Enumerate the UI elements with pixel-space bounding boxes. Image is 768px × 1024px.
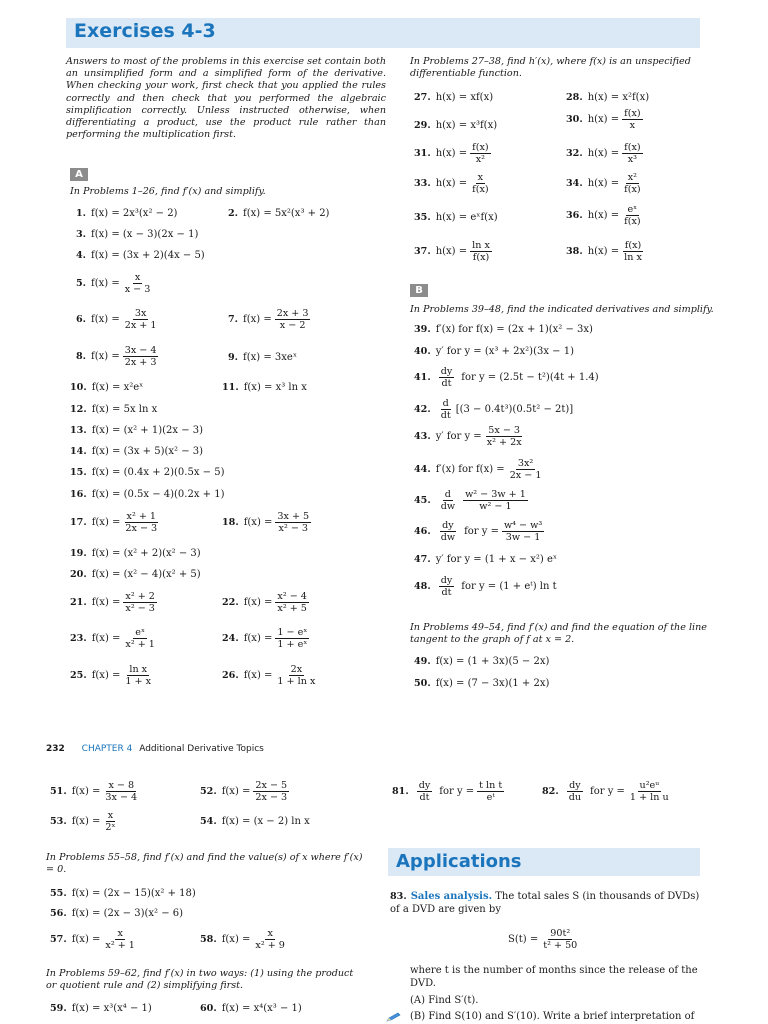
problem-expression: f(x) = 5x²(x³ + 2)	[243, 208, 330, 219]
problem-25	[70, 664, 156, 687]
page-footer	[46, 744, 264, 754]
problem-1	[76, 208, 177, 219]
problem-expression: f(x) = (x² + 2)(x² − 3)	[91, 548, 201, 559]
problem-expression: f(x) =	[243, 633, 273, 644]
problem-expression: for y =	[439, 786, 475, 797]
problem-expression: for y =	[590, 786, 625, 797]
problem-53	[50, 810, 121, 833]
problem-8	[76, 345, 161, 368]
problem-expression: y′ for y =	[435, 431, 482, 442]
problem-expression: f(x) = (7 − 3x)(1 + 2x)	[435, 678, 550, 689]
problem-45	[414, 489, 531, 512]
problem-59	[50, 1003, 152, 1014]
problem-expression: f(x) =	[221, 934, 251, 945]
problem-number: 2.	[228, 208, 239, 219]
problem-expression: f(x) = (x − 3)(2x − 1)	[91, 229, 199, 240]
problem-number: 57.	[50, 934, 67, 945]
fraction: $\frac{d}{dw}$	[440, 489, 456, 512]
problem-number: 39.	[414, 324, 431, 335]
fraction: $\frac{x}{\text{x² + 9}}$	[255, 928, 285, 951]
fraction: $\frac{\text{eˣ}}{\text{x² + 1}}$	[125, 627, 155, 650]
problem-expression: for y = (1 + eᵗ) ln t	[461, 581, 557, 592]
problem-expression: f(x) = (x − 2) ln x	[221, 816, 310, 827]
problem-expression: for y =	[464, 526, 499, 537]
fraction: $\frac{x}{\text{x² + 1}}$	[105, 928, 135, 951]
problem-expression: f(x) = 3xeˣ	[243, 352, 298, 363]
fraction: $\frac{2x - 5}{2x - 3}$	[255, 780, 288, 803]
problem-expression: y′ for y = (1 + x − x²) eˣ	[435, 554, 558, 565]
problem-49	[414, 656, 549, 667]
fraction: $\frac{\text{w² − 3w + 1}}{\text{w² − 1}}$	[465, 489, 526, 512]
problem-number: 8.	[76, 351, 87, 362]
problem-expression: f(x) = (3x + 2)(4x − 5)	[91, 250, 205, 261]
problem-31	[414, 142, 494, 165]
problem-16	[70, 489, 224, 500]
problem-expression: f(x) =	[71, 786, 101, 797]
fraction: $\frac{dy}{dw}$	[440, 520, 456, 543]
problem-expression: f(x) =	[71, 816, 101, 827]
problem-47	[414, 554, 557, 565]
problem-number: 45.	[414, 495, 431, 506]
problem-expression: f(x) =	[91, 517, 121, 528]
problem-expression: f′(x) for f(x) =	[435, 464, 505, 475]
problem-number: 53.	[50, 816, 67, 827]
instruction-59-62: In Problems 59–62, find f′(x) in two ways: (1) using the product or quotient rule and (2) simplifying first.	[46, 968, 354, 991]
problem-number: 81.	[392, 786, 409, 797]
problem-expression: f(x) =	[91, 633, 121, 644]
problem-60	[200, 1003, 302, 1014]
problem-34	[566, 172, 646, 195]
problem-number: 51.	[50, 786, 67, 797]
problem-number: 55.	[50, 888, 67, 899]
problem-number: 25.	[70, 670, 87, 681]
fraction: $\frac{3x}{2x + 1}$	[124, 308, 157, 331]
problem-expression: h(x) = eˣf(x)	[435, 212, 498, 223]
problem-21	[70, 591, 160, 614]
problem-55	[50, 888, 196, 899]
problem-number: 41.	[414, 372, 431, 383]
problem-40	[414, 346, 574, 357]
fraction: $\frac{f(x)}{x}$	[624, 108, 641, 131]
problem-4	[76, 250, 205, 261]
problem-number: 26.	[222, 670, 239, 681]
problem-expression: h(x) =	[435, 178, 468, 189]
problem-number: 5.	[76, 278, 87, 289]
problem-27	[414, 92, 493, 103]
problem-46	[414, 520, 547, 543]
problem-28	[566, 92, 649, 103]
problem-52	[200, 780, 292, 803]
problem-expression: f(x) = (2x − 3)(x² − 6)	[71, 908, 184, 919]
fraction: $\frac{2x + 3}{x - 2}$	[276, 308, 309, 331]
problem-expression: h(x) = xf(x)	[435, 92, 494, 103]
problem-number: 17.	[70, 517, 87, 528]
problem-number: 19.	[70, 548, 87, 559]
problem-expression: h(x) =	[587, 210, 620, 221]
problem-number: 44.	[414, 464, 431, 475]
chapter-title: Additional Derivative Topics	[139, 744, 264, 754]
page-number: 232	[46, 744, 65, 754]
problem-expression: f(x) =	[243, 597, 273, 608]
intro-text: Answers to most of the problems in this exercise set contain both an unsimplified form and a simplified form of the derivative. When checking your work, first check that you applied the rules correctly and then check that you performed the algebraic simplification correctly. Unless instructed otherwise, when differentiating a product, use the product rule rather than performing the multiplication first.	[66, 56, 386, 141]
problem-expression: [(3 − 0.4t³)(0.5t² − 2t)]	[455, 404, 574, 415]
problem-3	[76, 229, 198, 240]
problem-26	[222, 664, 320, 687]
problem-expression: f(x) =	[91, 670, 121, 681]
fraction: $\frac{d}{dt}$	[440, 398, 451, 421]
problem-number: 3.	[76, 229, 87, 240]
fraction: $\frac{dy}{dt}$	[418, 780, 431, 803]
fraction: $\frac{2x}{\text{1 + ln x}}$	[277, 664, 316, 687]
problem-number: 16.	[70, 489, 87, 500]
problem-expression: f(x) =	[91, 351, 120, 362]
problem-number: 14.	[70, 446, 87, 457]
section-a-badge: A	[70, 168, 88, 181]
problem-expression: h(x) =	[587, 114, 620, 125]
problem-expression: f(x) =	[91, 278, 120, 289]
problem-54	[200, 816, 310, 827]
problem-expression: f(x) = (x² + 1)(2x − 3)	[91, 425, 204, 436]
problem-number: 59.	[50, 1003, 67, 1014]
section-a-instruction: In Problems 1–26, find f′(x) and simplify.	[70, 186, 266, 197]
problem-number: 47.	[414, 554, 431, 565]
fraction: $\frac{f(x)}{\text{x²}}$	[472, 142, 489, 165]
problem-13	[70, 425, 203, 436]
problem-number: 83.	[390, 891, 407, 902]
fraction: $\frac{\text{u²eᵘ}}{\text{1 + ln u}}$	[629, 780, 669, 803]
problem-expression: f(x) = (1 + 3x)(5 − 2x)	[435, 656, 550, 667]
fraction: $\frac{f(x)}{\text{ln x}}$	[624, 240, 642, 263]
problem-83-body: The total sales S (in thousands of DVDs) of a DVD are given by	[390, 891, 700, 915]
problem-number: 46.	[414, 526, 431, 537]
problem-83-part-b: (B) Find S(10) and S′(10). Write a brief interpretation of	[410, 1011, 695, 1022]
problem-number: 37.	[414, 246, 431, 257]
problem-expression: h(x) = x³f(x)	[435, 120, 498, 131]
problem-expression: h(x) =	[587, 148, 620, 159]
problem-number: 10.	[70, 382, 87, 393]
problem-81	[392, 780, 507, 803]
problem-expression: f(x) = (0.4x + 2)(0.5x − 5)	[91, 467, 225, 478]
problem-expression: y′ for y = (x³ + 2x²)(3x − 1)	[435, 346, 574, 357]
problem-number: 7.	[228, 314, 239, 325]
problem-41	[414, 366, 599, 389]
problem-30	[566, 108, 646, 131]
problem-number: 6.	[76, 314, 87, 325]
problem-expression: for y = (2.5t − t²)(4t + 1.4)	[461, 372, 599, 383]
problem-number: 35.	[414, 212, 431, 223]
fraction: $\frac{\text{x² − 4}}{\text{x² + 5}}$	[277, 591, 307, 614]
problem-expression: f(x) =	[243, 314, 272, 325]
problem-44	[414, 458, 546, 481]
section-b-badge: B	[410, 284, 428, 297]
problem-expression: f(x) = x⁴(x³ − 1)	[221, 1003, 302, 1014]
pencil-icon	[386, 1012, 402, 1022]
problem-expression: h(x) =	[435, 246, 468, 257]
problem-23	[70, 627, 160, 650]
problem-expression: f(x) =	[243, 670, 273, 681]
problem-36	[566, 204, 646, 227]
problem-number: 40.	[414, 346, 431, 357]
problem-number: 33.	[414, 178, 431, 189]
problem-7	[228, 308, 313, 331]
problem-29	[414, 120, 497, 131]
fraction: $\frac{5x - 3}{\text{x² + 2x}}$	[486, 425, 522, 448]
problem-14	[70, 446, 203, 457]
fraction: $\frac{x}{f(x)}$	[472, 172, 489, 195]
problem-expression: f(x) =	[91, 597, 121, 608]
problem-58	[200, 928, 290, 951]
problem-12	[70, 404, 157, 415]
problem-number: 22.	[222, 597, 239, 608]
fraction: $\frac{dy}{dt}$	[440, 575, 453, 598]
problem-17	[70, 511, 162, 534]
problem-expression: f(x) =	[221, 786, 251, 797]
fraction: $\frac{\text{ln x}}{f(x)}$	[472, 240, 490, 263]
fraction: $\frac{\text{eˣ}}{f(x)}$	[624, 204, 641, 227]
problem-number: 12.	[70, 404, 87, 415]
problem-5	[76, 272, 155, 295]
section-b-instruction: In Problems 39–48, find the indicated derivatives and simplify.	[410, 304, 714, 315]
problem-number: 50.	[414, 678, 431, 689]
fraction: $\frac{3x - 4}{2x + 3}$	[124, 345, 157, 368]
fraction: $\frac{x}{x - 3}$	[124, 272, 151, 295]
problem-number: 43.	[414, 431, 431, 442]
problem-number: 18.	[222, 517, 239, 528]
problem-number: 20.	[70, 569, 87, 580]
problem-42	[414, 398, 573, 421]
fraction: $\frac{dy}{dt}$	[440, 366, 453, 389]
problem-20	[70, 569, 201, 580]
problem-expression: f′(x) for f(x) = (2x + 1)(x² − 3x)	[435, 324, 593, 335]
instruction-55-58: In Problems 55–58, find f′(x) and find the value(s) of x where f′(x) = 0.	[46, 852, 363, 875]
problem-39	[414, 324, 593, 335]
fraction: $\frac{\text{90t²}}{\text{t² + 50}}$	[543, 928, 578, 951]
problem-56	[50, 908, 183, 919]
fraction: $\frac{\text{x² + 1}}{2x - 3}$	[125, 511, 158, 534]
problem-9	[228, 352, 297, 363]
problem-50	[414, 678, 549, 689]
problem-18	[222, 511, 314, 534]
problem-number: 24.	[222, 633, 239, 644]
tangent-instruction: In Problems 49–54, find f′(x) and find the equation of the line tangent to the graph of f at x = 2.	[410, 622, 707, 645]
fraction: $\frac{x - 8}{3x - 4}$	[105, 780, 138, 803]
problem-number: 1.	[76, 208, 87, 219]
problem-37	[414, 240, 495, 263]
problem-expression: f(x) = (0.5x − 4)(0.2x + 1)	[91, 489, 225, 500]
problem-83-formula	[508, 928, 582, 951]
problem-number: 21.	[70, 597, 87, 608]
problem-10	[70, 382, 143, 393]
problem-33	[414, 172, 494, 195]
problem-number: 30.	[566, 114, 583, 125]
problem-number: 31.	[414, 148, 431, 159]
problem-number: 15.	[70, 467, 87, 478]
problem-83-text	[390, 890, 704, 916]
problem-expression: f(x) =	[71, 934, 101, 945]
problem-number: 34.	[566, 178, 583, 189]
problem-83-part-a: (A) Find S′(t).	[410, 995, 479, 1006]
problem-48	[414, 575, 557, 598]
problem-number: 27.	[414, 92, 431, 103]
problem-expression: f(x) = 5x ln x	[91, 404, 158, 415]
problem-expression: f(x) = (2x − 15)(x² + 18)	[71, 888, 196, 899]
right-intro-text: In Problems 27–38, find h′(x), where f(x) is an unspecified differentiable function.	[410, 56, 691, 80]
problem-19	[70, 548, 201, 559]
problem-expression: h(x) =	[587, 246, 620, 257]
problem-15	[70, 467, 224, 478]
problem-82	[542, 780, 674, 803]
problem-number: 32.	[566, 148, 583, 159]
problem-35	[414, 212, 498, 223]
problem-6	[76, 308, 161, 331]
fraction: $\frac{\text{ln x}}{1 + x}$	[125, 664, 152, 687]
problem-expression: f(x) =	[91, 314, 120, 325]
fraction: $\frac{\text{x²}}{f(x)}$	[624, 172, 641, 195]
problem-expression: f(x) = x²eˣ	[91, 382, 144, 393]
problem-number: 42.	[414, 404, 431, 415]
problem-11	[222, 382, 307, 393]
problem-number: 54.	[200, 816, 217, 827]
problem-number: 58.	[200, 934, 217, 945]
problem-expression: h(x) =	[587, 178, 620, 189]
fraction: $\frac{\text{t ln t}}{\text{eᵗ}}$	[479, 780, 503, 803]
problem-expression: f(x) =	[243, 517, 273, 528]
problem-expression: f(x) = (3x + 5)(x² − 3)	[91, 446, 204, 457]
applications-title: Applications	[396, 851, 522, 872]
fraction: $\frac{\text{x² + 2}}{\text{x² − 3}}$	[125, 591, 155, 614]
problem-83-after: where t is the number of months since the release of the DVD.	[410, 965, 698, 989]
problem-number: 49.	[414, 656, 431, 667]
problem-57	[50, 928, 140, 951]
problem-expression: f(x) = 2x³(x² − 2)	[91, 208, 178, 219]
problem-38	[566, 240, 647, 263]
fraction: $\frac{3x + 5}{\text{x² − 3}}$	[277, 511, 310, 534]
page-title: Exercises 4-3	[74, 20, 216, 42]
problem-number: 29.	[414, 120, 431, 131]
problem-number: 11.	[222, 382, 239, 393]
problem-number: 38.	[566, 246, 583, 257]
problem-number: 48.	[414, 581, 431, 592]
formula-lhs: S(t) =	[508, 934, 539, 945]
problem-22	[222, 591, 312, 614]
problem-expression: f(x) = x³ ln x	[243, 382, 307, 393]
problem-number: 52.	[200, 786, 217, 797]
problem-expression: h(x) =	[435, 148, 468, 159]
problem-expression: f(x) = (x² − 4)(x² + 5)	[91, 569, 201, 580]
problem-number: 36.	[566, 210, 583, 221]
fraction: $\frac{dy}{du}$	[568, 780, 582, 803]
problem-24	[222, 627, 312, 650]
problem-83-lead: Sales analysis.	[410, 891, 493, 902]
problem-number: 60.	[200, 1003, 217, 1014]
problem-number: 9.	[228, 352, 239, 363]
fraction: $\frac{\text{3x²}}{2x - 1}$	[509, 458, 542, 481]
problem-number: 4.	[76, 250, 87, 261]
chapter-label: CHAPTER 4	[81, 744, 133, 754]
problem-number: 82.	[542, 786, 559, 797]
fraction: $\frac{\text{w⁴ − w³}}{3w - 1}$	[503, 520, 543, 543]
problem-number: 56.	[50, 908, 67, 919]
problem-43	[414, 425, 527, 448]
problem-2	[228, 208, 329, 219]
problem-number: 23.	[70, 633, 87, 644]
fraction: $\frac{x}{\text{2ˣ}}$	[105, 810, 116, 833]
fraction: $\frac{f(x)}{\text{x³}}$	[624, 142, 641, 165]
problem-number: 28.	[566, 92, 583, 103]
problem-number: 13.	[70, 425, 87, 436]
problem-32	[566, 142, 646, 165]
fraction: $\frac{\text{1 − eˣ}}{\text{1 + eˣ}}$	[277, 627, 308, 650]
problem-51	[50, 780, 142, 803]
problem-expression: f(x) = x³(x⁴ − 1)	[71, 1003, 152, 1014]
problem-expression: h(x) = x²f(x)	[587, 92, 650, 103]
